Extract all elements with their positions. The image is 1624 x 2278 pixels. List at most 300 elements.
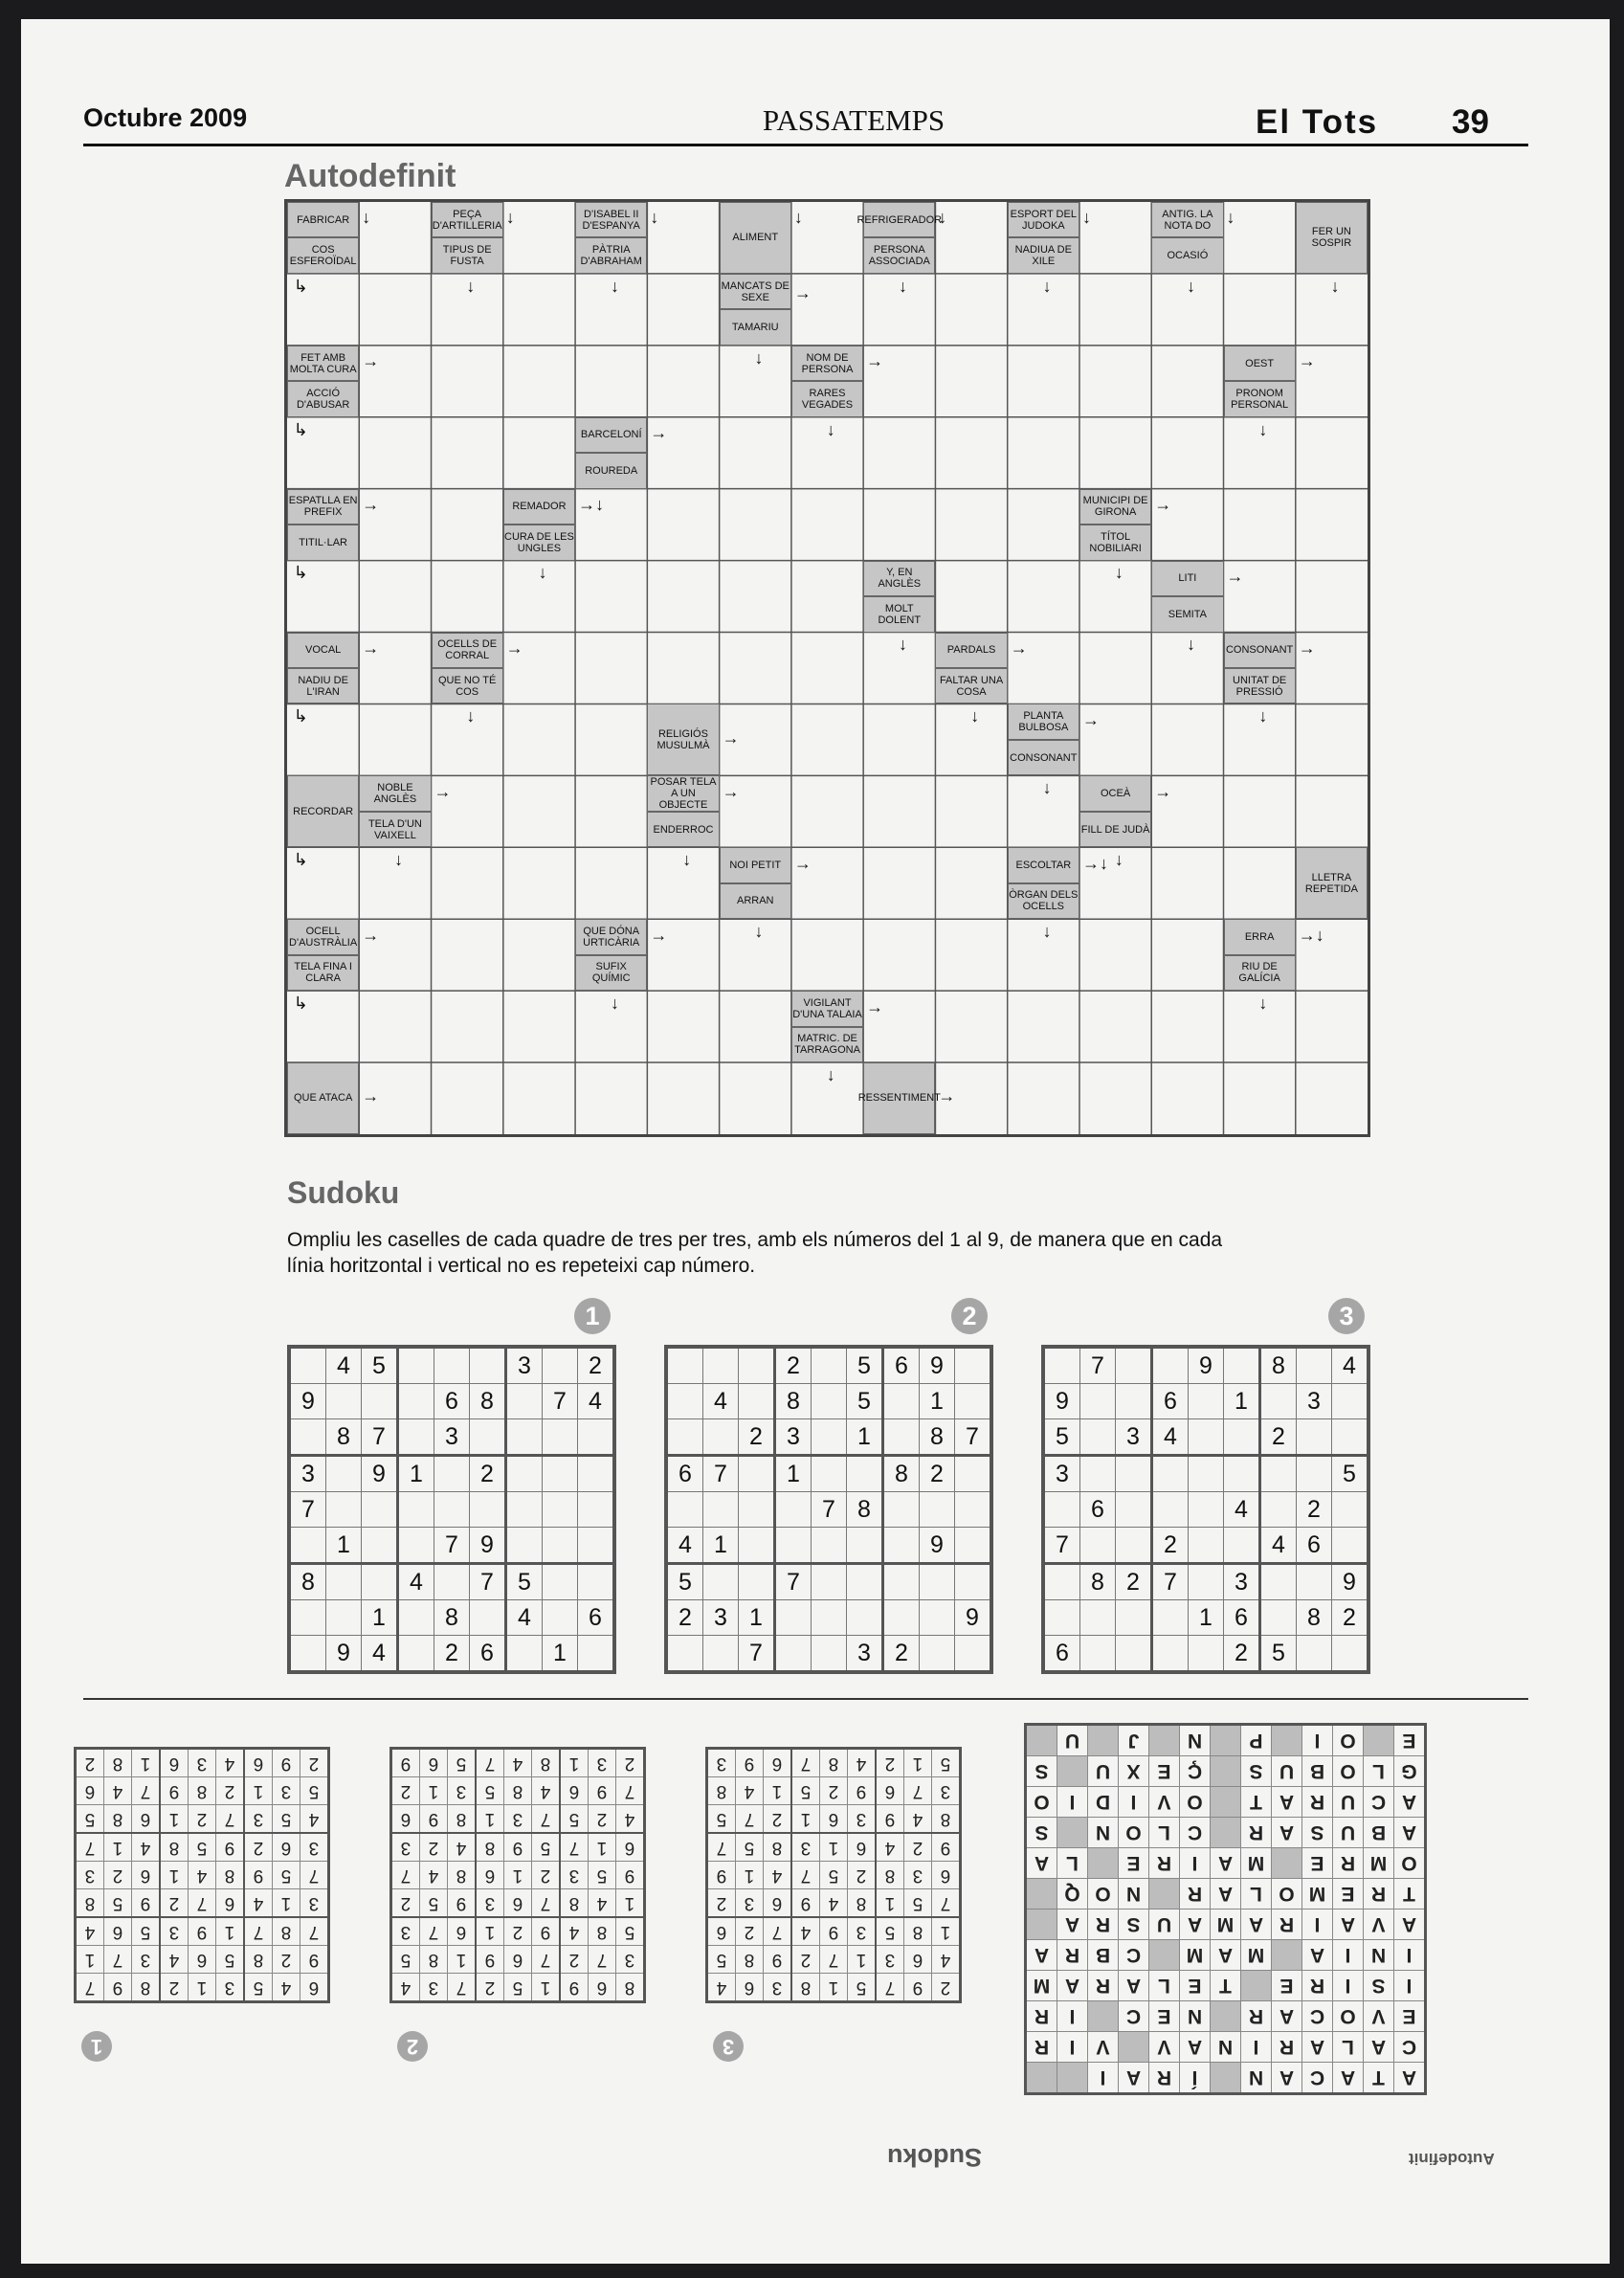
sudoku-cell[interactable]: [775, 1600, 812, 1636]
sudoku-cell[interactable]: [398, 1600, 434, 1636]
sudoku-cell[interactable]: 1: [362, 1600, 398, 1636]
sudoku-cell[interactable]: [883, 1600, 920, 1636]
sudoku-cell[interactable]: 4: [1224, 1492, 1260, 1528]
solution-cell: 4: [736, 1777, 764, 1805]
sudoku-cell[interactable]: 8: [1260, 1347, 1297, 1384]
sudoku-cell[interactable]: [666, 1636, 703, 1673]
sudoku-cell[interactable]: [1152, 1456, 1189, 1492]
sudoku-cell[interactable]: [398, 1419, 434, 1456]
clue-arrow-icon: ↓: [1042, 778, 1052, 798]
sudoku-cell[interactable]: [1189, 1636, 1224, 1673]
sudoku-cell[interactable]: 7: [1043, 1528, 1080, 1564]
sudoku-cell[interactable]: [739, 1564, 775, 1600]
sudoku-cell[interactable]: 3: [506, 1347, 543, 1384]
sudoku-cell[interactable]: [434, 1564, 470, 1600]
crossword-clue: SEMITA: [1151, 596, 1223, 632]
crossword-clue: UNITAT DE PRESSIÓ: [1224, 668, 1296, 704]
sudoku-cell[interactable]: [703, 1564, 739, 1600]
sudoku-cell[interactable]: [812, 1528, 847, 1564]
sudoku-cell[interactable]: 2: [1260, 1419, 1297, 1456]
sudoku-cell[interactable]: 8: [289, 1564, 326, 1600]
sudoku-cell[interactable]: [1116, 1347, 1152, 1384]
sudoku-cell[interactable]: [703, 1347, 739, 1384]
solution-cell: 7: [216, 1805, 245, 1834]
crossword-solution-cell: X: [1119, 1756, 1149, 1787]
sudoku-cell[interactable]: 5: [506, 1564, 543, 1600]
sudoku-cell[interactable]: [920, 1492, 955, 1528]
sudoku-cell[interactable]: [1116, 1492, 1152, 1528]
sudoku-cell[interactable]: [1116, 1600, 1152, 1636]
sudoku-cell[interactable]: 4: [703, 1384, 739, 1419]
sudoku-cell[interactable]: [812, 1384, 847, 1419]
sudoku-cell[interactable]: 9: [1043, 1384, 1080, 1419]
sudoku-cell[interactable]: 8: [434, 1600, 470, 1636]
sudoku-cell[interactable]: 2: [1116, 1564, 1152, 1600]
sudoku-cell[interactable]: [955, 1384, 992, 1419]
sudoku-cell[interactable]: [1260, 1600, 1297, 1636]
sudoku-cell[interactable]: [398, 1492, 434, 1528]
sudoku-cell[interactable]: [362, 1384, 398, 1419]
sudoku-cell[interactable]: [1152, 1492, 1189, 1528]
sudoku-cell[interactable]: [1080, 1600, 1116, 1636]
sudoku-cell[interactable]: [289, 1528, 326, 1564]
sudoku-cell[interactable]: [1297, 1564, 1332, 1600]
sudoku-cell[interactable]: 8: [470, 1384, 506, 1419]
sudoku-cell[interactable]: [289, 1347, 326, 1384]
sudoku-cell[interactable]: [543, 1600, 578, 1636]
clue-arrow-icon: →: [793, 283, 812, 303]
sudoku-cell[interactable]: 3: [703, 1600, 739, 1636]
sudoku-cell[interactable]: 2: [1152, 1528, 1189, 1564]
sudoku-cell[interactable]: [955, 1528, 992, 1564]
sudoku-cell[interactable]: [326, 1600, 362, 1636]
sudoku-cell[interactable]: [812, 1564, 847, 1600]
sudoku-cell[interactable]: 6: [666, 1456, 703, 1492]
sudoku-cell[interactable]: [362, 1528, 398, 1564]
sudoku-cell[interactable]: [1332, 1419, 1369, 1456]
sudoku-cell[interactable]: 9: [470, 1528, 506, 1564]
sudoku-cell[interactable]: 8: [1080, 1564, 1116, 1600]
sudoku-cell[interactable]: [326, 1384, 362, 1419]
solution-cell: 3: [273, 1777, 300, 1805]
sudoku-cell[interactable]: [812, 1419, 847, 1456]
crossword-clue: ARRAN: [720, 883, 791, 919]
sudoku-cell[interactable]: 8: [1297, 1600, 1332, 1636]
sudoku-cell[interactable]: 7: [812, 1492, 847, 1528]
solution-cell: 5: [476, 1777, 504, 1805]
solution-cell: 6: [820, 1805, 848, 1834]
sudoku-cell[interactable]: [812, 1347, 847, 1384]
sudoku-cell[interactable]: [506, 1492, 543, 1528]
sudoku-cell[interactable]: [1189, 1528, 1224, 1564]
sudoku-cell[interactable]: [578, 1419, 615, 1456]
sudoku-cell[interactable]: 9: [955, 1600, 992, 1636]
sudoku-cell[interactable]: [1116, 1456, 1152, 1492]
sudoku-cell[interactable]: 2: [775, 1347, 812, 1384]
sudoku-cell[interactable]: [470, 1347, 506, 1384]
sudoku-cell[interactable]: [739, 1347, 775, 1384]
sudoku-cell[interactable]: [812, 1456, 847, 1492]
sudoku-cell[interactable]: 6: [1080, 1492, 1116, 1528]
sudoku-cell[interactable]: [543, 1419, 578, 1456]
sudoku-cell[interactable]: [1260, 1564, 1297, 1600]
sudoku-cell[interactable]: 5: [847, 1347, 883, 1384]
sudoku-cell[interactable]: 5: [847, 1384, 883, 1419]
sudoku-cell[interactable]: 6: [434, 1384, 470, 1419]
sudoku-cell[interactable]: 9: [1332, 1564, 1369, 1600]
sudoku-cell[interactable]: [1297, 1636, 1332, 1673]
sudoku-cell[interactable]: 7: [775, 1564, 812, 1600]
sudoku-cell[interactable]: 8: [326, 1419, 362, 1456]
sudoku-cell[interactable]: [398, 1528, 434, 1564]
sudoku-cell[interactable]: 3: [1224, 1564, 1260, 1600]
sudoku-cell[interactable]: [289, 1419, 326, 1456]
sudoku-cell[interactable]: 1: [703, 1528, 739, 1564]
sudoku-cell[interactable]: [578, 1492, 615, 1528]
sudoku-cell[interactable]: [739, 1528, 775, 1564]
crossword-solution-cell: E: [1119, 1848, 1149, 1879]
sudoku-cell[interactable]: [1080, 1419, 1116, 1456]
sudoku-cell[interactable]: 8: [883, 1456, 920, 1492]
sudoku-cell[interactable]: [543, 1492, 578, 1528]
solution-cell: 8: [448, 1862, 477, 1889]
sudoku-cell[interactable]: [543, 1456, 578, 1492]
crossword-solution-cell: N: [1180, 1725, 1211, 1756]
sudoku-cell[interactable]: 8: [775, 1384, 812, 1419]
sudoku-cell[interactable]: 8: [847, 1492, 883, 1528]
sudoku-cell[interactable]: 5: [1332, 1456, 1369, 1492]
sudoku-cell[interactable]: [434, 1492, 470, 1528]
sudoku-cell[interactable]: [1332, 1384, 1369, 1419]
crossword-clue: TAMARIU: [720, 309, 791, 345]
sudoku-cell[interactable]: [883, 1384, 920, 1419]
sudoku-cell[interactable]: [434, 1456, 470, 1492]
sudoku-cell[interactable]: [1297, 1456, 1332, 1492]
sudoku-cell[interactable]: 7: [1080, 1347, 1116, 1384]
sudoku-cell[interactable]: [326, 1492, 362, 1528]
sudoku-cell[interactable]: 1: [1189, 1600, 1224, 1636]
sudoku-cell[interactable]: [847, 1528, 883, 1564]
sudoku-cell[interactable]: [1080, 1636, 1116, 1673]
sudoku-cell[interactable]: 4: [1260, 1528, 1297, 1564]
sudoku-cell[interactable]: [1189, 1419, 1224, 1456]
sudoku-cell[interactable]: 6: [1043, 1636, 1080, 1673]
sudoku-cell[interactable]: 9: [1189, 1347, 1224, 1384]
sudoku-cell[interactable]: 3: [775, 1419, 812, 1456]
sudoku-cell[interactable]: 5: [1043, 1419, 1080, 1456]
sudoku-cell[interactable]: 9: [289, 1384, 326, 1419]
sudoku-cell[interactable]: [1043, 1600, 1080, 1636]
sudoku-cell[interactable]: [739, 1492, 775, 1528]
solution-cell: 3: [764, 1974, 792, 2002]
sudoku-cell[interactable]: 7: [434, 1528, 470, 1564]
sudoku-cell[interactable]: 5: [666, 1564, 703, 1600]
sudoku-cell[interactable]: 5: [362, 1347, 398, 1384]
sudoku-cell[interactable]: 2: [1297, 1492, 1332, 1528]
sudoku-cell[interactable]: 6: [1224, 1600, 1260, 1636]
sudoku-cell[interactable]: 1: [739, 1600, 775, 1636]
sudoku-cell[interactable]: [289, 1600, 326, 1636]
sudoku-cell[interactable]: 7: [289, 1492, 326, 1528]
crossword-solution-cell: I: [1057, 1787, 1088, 1818]
sudoku-cell[interactable]: [470, 1492, 506, 1528]
sudoku-cell[interactable]: 6: [470, 1636, 506, 1673]
sudoku-cell[interactable]: 4: [1332, 1347, 1369, 1384]
crossword-solution-cell: C: [1180, 1818, 1211, 1848]
sudoku-cell[interactable]: [1224, 1528, 1260, 1564]
sudoku-cell[interactable]: [470, 1600, 506, 1636]
sudoku-cell[interactable]: [775, 1492, 812, 1528]
sudoku-cell[interactable]: [775, 1636, 812, 1673]
sudoku-cell[interactable]: [883, 1419, 920, 1456]
sudoku-cell[interactable]: [578, 1564, 615, 1600]
sudoku-cell[interactable]: [1189, 1456, 1224, 1492]
sudoku-cell[interactable]: [434, 1347, 470, 1384]
sudoku-cell[interactable]: [1116, 1528, 1152, 1564]
sudoku-cell[interactable]: [847, 1456, 883, 1492]
sudoku-cell[interactable]: [543, 1528, 578, 1564]
sudoku-cell[interactable]: [1224, 1419, 1260, 1456]
sudoku-cell[interactable]: 4: [666, 1528, 703, 1564]
sudoku-cell[interactable]: [920, 1564, 955, 1600]
sudoku-cell[interactable]: [1189, 1492, 1224, 1528]
sudoku-cell[interactable]: 7: [543, 1384, 578, 1419]
sudoku-cell[interactable]: 3: [434, 1419, 470, 1456]
sudoku-cell[interactable]: [506, 1419, 543, 1456]
sudoku-cell[interactable]: 4: [1152, 1419, 1189, 1456]
sudoku-cell[interactable]: [326, 1564, 362, 1600]
sudoku-cell[interactable]: 1: [543, 1636, 578, 1673]
sudoku-cell[interactable]: 1: [1224, 1384, 1260, 1419]
crossword-solution-cell: A: [1333, 1910, 1364, 1940]
crossword-solution-cell: I: [1394, 1940, 1426, 1971]
solution-cell: 4: [216, 1749, 245, 1777]
sudoku-cell[interactable]: [543, 1347, 578, 1384]
sudoku-cell[interactable]: [666, 1492, 703, 1528]
clue-arrow-icon: ↓: [1114, 563, 1123, 583]
sudoku-cell[interactable]: 9: [920, 1528, 955, 1564]
sudoku-cell[interactable]: [955, 1492, 992, 1528]
sudoku-cell[interactable]: 7: [955, 1419, 992, 1456]
crossword-clue: REFRIGERADOR: [863, 202, 935, 237]
sudoku-cell[interactable]: 6: [883, 1347, 920, 1384]
sudoku-cell[interactable]: [955, 1636, 992, 1673]
sudoku-cell[interactable]: 2: [1332, 1600, 1369, 1636]
sudoku-cell[interactable]: 2: [470, 1456, 506, 1492]
sudoku-cell[interactable]: [812, 1600, 847, 1636]
sudoku-cell[interactable]: 8: [920, 1419, 955, 1456]
sudoku-cell[interactable]: [883, 1528, 920, 1564]
sudoku-cell[interactable]: [812, 1636, 847, 1673]
sudoku-cell[interactable]: [703, 1419, 739, 1456]
solution-cell: 9: [616, 1862, 645, 1889]
sudoku-cell[interactable]: [920, 1636, 955, 1673]
sudoku-cell[interactable]: 4: [362, 1636, 398, 1673]
sudoku-cell[interactable]: [398, 1636, 434, 1673]
crossword-solution-cell: [1211, 1756, 1241, 1787]
sudoku-cell[interactable]: 9: [920, 1347, 955, 1384]
sudoku-cell[interactable]: [1332, 1636, 1369, 1673]
sudoku-cell[interactable]: 3: [847, 1636, 883, 1673]
sudoku-cell[interactable]: 2: [739, 1419, 775, 1456]
clue-arrow-icon: ↓: [1258, 419, 1268, 439]
solution-number-badge: 1: [81, 2031, 112, 2062]
sudoku-cell[interactable]: 1: [775, 1456, 812, 1492]
sudoku-cell[interactable]: [506, 1456, 543, 1492]
sudoku-cell[interactable]: 1: [398, 1456, 434, 1492]
sudoku-cell[interactable]: [289, 1636, 326, 1673]
sudoku-cell[interactable]: [1260, 1384, 1297, 1419]
sudoku-cell[interactable]: [1116, 1384, 1152, 1419]
sudoku-cell[interactable]: [578, 1456, 615, 1492]
sudoku-cell[interactable]: 9: [326, 1636, 362, 1673]
sudoku-cell[interactable]: [1152, 1600, 1189, 1636]
sudoku-cell[interactable]: [1043, 1347, 1080, 1384]
sudoku-cell[interactable]: [1189, 1564, 1224, 1600]
crossword-solution-cell: [1088, 1725, 1119, 1756]
sudoku-cell[interactable]: [1260, 1492, 1297, 1528]
sudoku-cell[interactable]: 9: [362, 1456, 398, 1492]
sudoku-cell[interactable]: [470, 1419, 506, 1456]
crossword-clue: RELIGIÓS MUSULMÀ: [647, 704, 719, 775]
sudoku-cell[interactable]: [847, 1600, 883, 1636]
sudoku-cell[interactable]: [920, 1600, 955, 1636]
sudoku-cell[interactable]: [955, 1564, 992, 1600]
sudoku-cell[interactable]: [847, 1564, 883, 1600]
solution-cell: 1: [791, 1805, 820, 1834]
sudoku-cell[interactable]: [578, 1528, 615, 1564]
sudoku-cell[interactable]: 6: [1152, 1384, 1189, 1419]
sudoku-cell[interactable]: [398, 1384, 434, 1419]
sudoku-cell[interactable]: 5: [1260, 1636, 1297, 1673]
sudoku-cell[interactable]: [1224, 1347, 1260, 1384]
solution-cell: 7: [448, 1974, 477, 2002]
solution-cell: 1: [160, 1862, 189, 1889]
sudoku-grid: [664, 1345, 993, 1674]
sudoku-cell[interactable]: [1224, 1456, 1260, 1492]
header-month: Octubre 2009: [83, 103, 248, 132]
sudoku-cell[interactable]: 3: [289, 1456, 326, 1492]
crossword-solution-cell: M: [1302, 1879, 1333, 1910]
sudoku-cell[interactable]: [666, 1347, 703, 1384]
sudoku-cell[interactable]: 1: [920, 1384, 955, 1419]
crossword-solution-cell: Í: [1180, 2063, 1211, 2094]
sudoku-cell[interactable]: 7: [470, 1564, 506, 1600]
sudoku-cell[interactable]: [955, 1456, 992, 1492]
sudoku-cell[interactable]: 7: [362, 1419, 398, 1456]
solution-cell: 5: [391, 1946, 420, 1974]
sudoku-cell[interactable]: [1297, 1347, 1332, 1384]
sudoku-cell[interactable]: 4: [506, 1600, 543, 1636]
sudoku-cell[interactable]: [578, 1636, 615, 1673]
sudoku-cell[interactable]: 7: [1152, 1564, 1189, 1600]
sudoku-cell[interactable]: [506, 1528, 543, 1564]
sudoku-cell[interactable]: 2: [920, 1456, 955, 1492]
solution-cell: 6: [876, 1777, 904, 1805]
sudoku-cell[interactable]: 2: [434, 1636, 470, 1673]
solution-cell: 9: [448, 1889, 477, 1918]
sudoku-cell[interactable]: 4: [578, 1384, 615, 1419]
sudoku-cell[interactable]: 7: [739, 1636, 775, 1673]
crossword-clue: ACCIÓ D'ABUSAR: [287, 381, 359, 416]
sudoku-cell[interactable]: [1080, 1384, 1116, 1419]
sudoku-cell[interactable]: 3: [1043, 1456, 1080, 1492]
crossword-solution-cell: A: [1026, 1940, 1057, 1971]
crossword-solution-cell: [1211, 2001, 1241, 2032]
sudoku-cell[interactable]: [362, 1564, 398, 1600]
sudoku-cell[interactable]: 1: [847, 1419, 883, 1456]
solution-cell: 2: [391, 1889, 420, 1918]
solution-cell: 4: [189, 1862, 216, 1889]
sudoku-cell[interactable]: [1043, 1564, 1080, 1600]
sudoku-cell[interactable]: [883, 1564, 920, 1600]
sudoku-cell[interactable]: [1332, 1492, 1369, 1528]
crossword-solution-cell: M: [1180, 1940, 1211, 1971]
sudoku-cell[interactable]: [775, 1528, 812, 1564]
sudoku-cell[interactable]: 2: [1224, 1636, 1260, 1673]
solution-cell: 3: [707, 1749, 736, 1777]
sudoku-cell[interactable]: 4: [398, 1564, 434, 1600]
sudoku-cell[interactable]: [739, 1384, 775, 1419]
sudoku-cell[interactable]: 6: [578, 1600, 615, 1636]
sudoku-cell[interactable]: [1080, 1456, 1116, 1492]
sudoku-cell[interactable]: 6: [1297, 1528, 1332, 1564]
sudoku-cell[interactable]: [1297, 1419, 1332, 1456]
sudoku-cell[interactable]: [666, 1419, 703, 1456]
sudoku-cell[interactable]: [883, 1492, 920, 1528]
sudoku-cell[interactable]: [362, 1492, 398, 1528]
solution-cell: 7: [820, 1946, 848, 1974]
sudoku-cell[interactable]: 3: [1116, 1419, 1152, 1456]
sudoku-cell[interactable]: 2: [666, 1600, 703, 1636]
sudoku-cell[interactable]: [739, 1456, 775, 1492]
sudoku-cell[interactable]: [1260, 1456, 1297, 1492]
sudoku-cell[interactable]: [1080, 1528, 1116, 1564]
sudoku-cell[interactable]: 2: [578, 1347, 615, 1384]
crossword-solution-cell: A: [1211, 1940, 1241, 1971]
sudoku-cell[interactable]: [1116, 1636, 1152, 1673]
crossword-solution-cell: A: [1364, 2032, 1394, 2063]
sudoku-cell[interactable]: 1: [326, 1528, 362, 1564]
sudoku-cell[interactable]: [955, 1347, 992, 1384]
solution-cell: 6: [273, 1833, 300, 1862]
sudoku-cell[interactable]: [398, 1347, 434, 1384]
sudoku-cell[interactable]: [1152, 1636, 1189, 1673]
crossword-solution-cell: O: [1180, 1787, 1211, 1818]
sudoku-cell[interactable]: [506, 1636, 543, 1673]
solution-cell: 8: [764, 1833, 792, 1862]
crossword-solution-cell: D: [1088, 1787, 1119, 1818]
crossword-solution-cell: O: [1026, 1787, 1057, 1818]
sudoku-cell[interactable]: [326, 1456, 362, 1492]
sudoku-cell[interactable]: [1152, 1347, 1189, 1384]
sudoku-cell[interactable]: [1189, 1384, 1224, 1419]
sudoku-cell[interactable]: [703, 1636, 739, 1673]
sudoku-cell[interactable]: 2: [883, 1636, 920, 1673]
clue-arrow-icon: ↳: [293, 850, 308, 870]
sudoku-cell[interactable]: 4: [326, 1347, 362, 1384]
sudoku-cell[interactable]: 3: [1297, 1384, 1332, 1419]
sudoku-cell[interactable]: [1332, 1528, 1369, 1564]
sudoku-cell[interactable]: [506, 1384, 543, 1419]
sudoku-cell[interactable]: [666, 1384, 703, 1419]
sudoku-cell[interactable]: [543, 1564, 578, 1600]
crossword-solution-cell: O: [1119, 1818, 1149, 1848]
sudoku-cell[interactable]: 7: [703, 1456, 739, 1492]
solution-cell: 6: [189, 1946, 216, 1974]
sudoku-cell[interactable]: [1043, 1492, 1080, 1528]
sudoku-cell[interactable]: [703, 1492, 739, 1528]
